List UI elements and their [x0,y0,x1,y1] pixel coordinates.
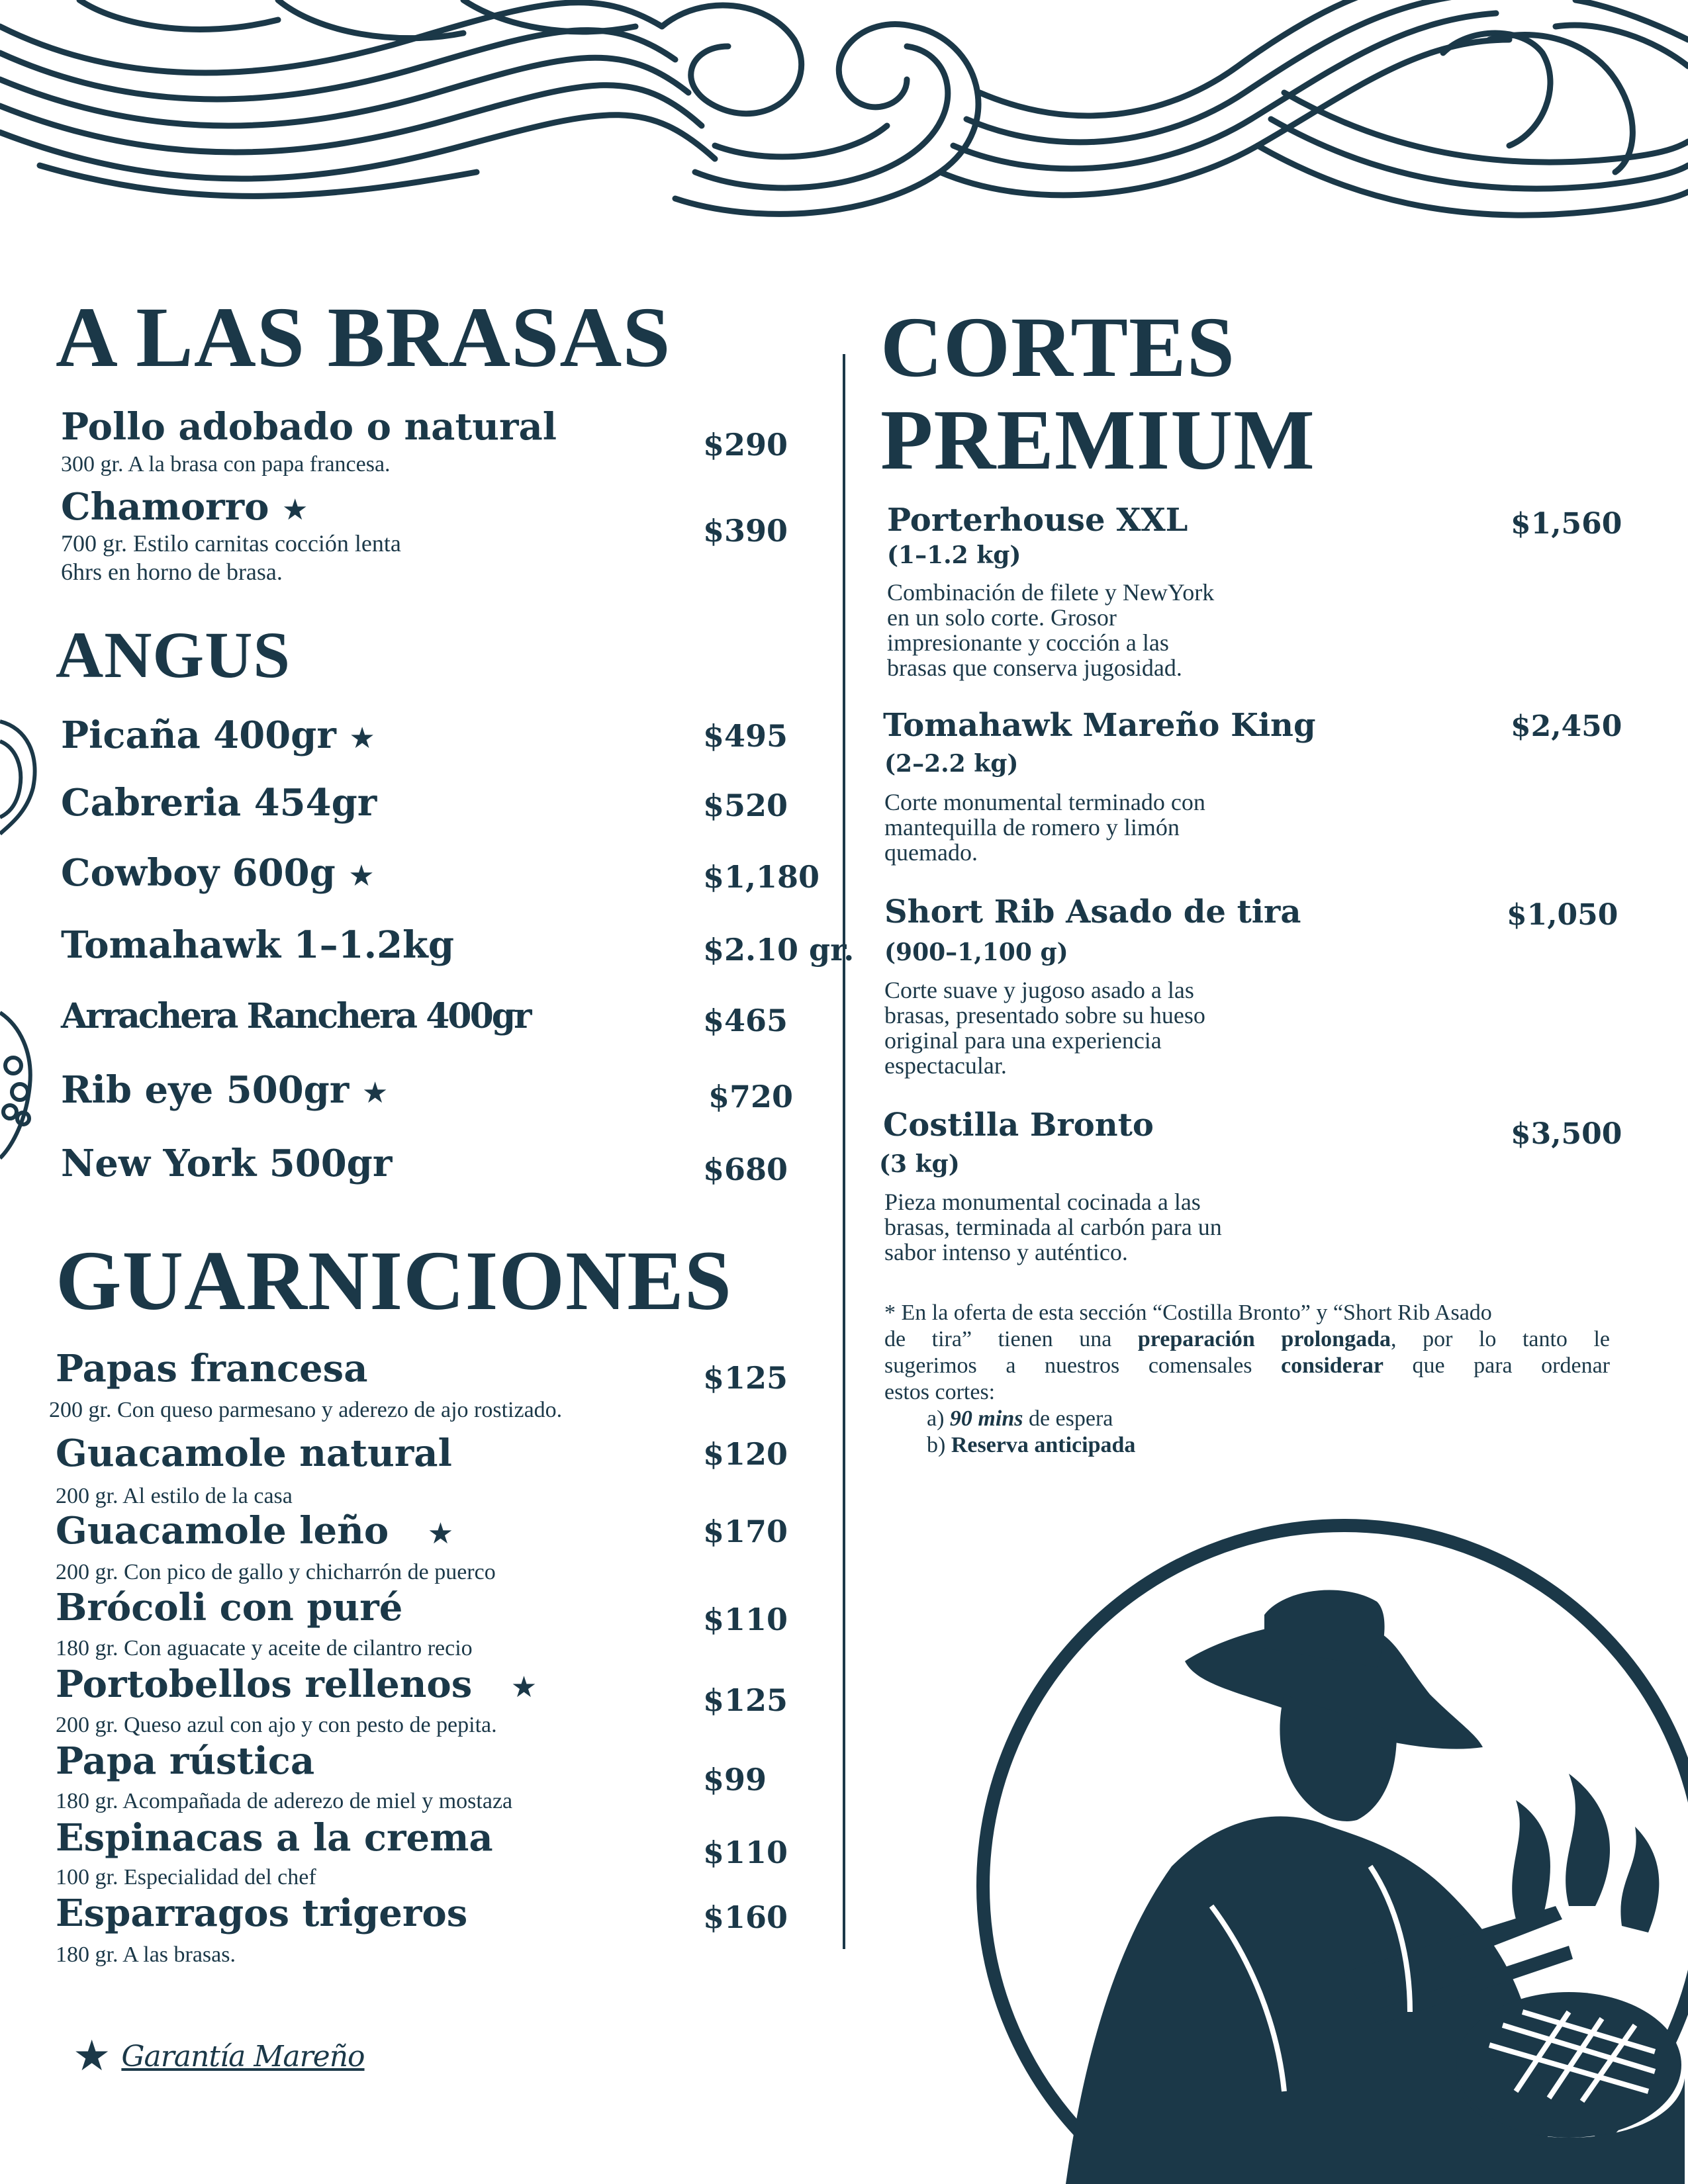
item-name: Esparragos trigeros [56,1891,468,1935]
item-name: Tomahawk 1–1.2kg [61,923,454,967]
item-desc: Corte suave y jugoso asado a las brasas, presentado sobre su hueso original para una experiencia espectacular. [884,977,1205,1079]
star-icon: ★ [349,721,375,755]
item-desc: Corte monumental terminado con mantequilla de romero y limón quemado. [884,789,1205,866]
star-icon: ★ [282,493,308,527]
item-weight: (900–1,100 g) [884,938,1068,966]
section-title-angus: ANGUS [56,618,291,692]
item-weight: (3 kg) [879,1150,960,1178]
item-price: $465 [703,1003,788,1038]
item-name: Short Rib Asado de tira [884,893,1301,931]
star-icon: ★ [427,1517,454,1551]
item-desc: Combinación de filete y NewYork en un solo corte. Grosor impresionante y cocción a las brasas que conserva jugosidad. [887,579,1215,681]
item-name: Guacamole natural [56,1432,452,1475]
section-title-guarniciones: GUARNICIONES [56,1234,732,1328]
wave-ornament [0,0,1688,225]
item-price: $680 [703,1152,788,1187]
item-weight: (2–2.2 kg) [884,750,1019,778]
star-icon: ★ [73,2032,111,2081]
item-name: Arrachera Ranchera 400gr [61,996,530,1036]
item-desc: 180 gr. Acompañada de aderezo de miel y mostaza [56,1789,513,1813]
item-price: $495 [703,718,788,754]
item-name: Costilla Bronto [883,1107,1154,1144]
item-price: $2.10 gr. [703,932,855,968]
item-price: $1,050 [1507,898,1618,932]
section-title-brasas: A LAS BRASAS [56,290,671,385]
item-price: $110 [703,1602,788,1637]
item-name: Rib eye 500gr ★ [61,1068,389,1112]
item-desc: 100 gr. Especialidad del chef [56,1865,316,1889]
item-name: Tomahawk Mareño King [883,707,1316,744]
item-desc: 180 gr. A las brasas. [56,1942,236,1967]
item-name: Pollo adobado o natural [61,405,557,449]
preparation-note: * En la oferta de esta sección “Costilla Bronto” y “Short Rib Asado de tira” tienen una preparación prolongada, por lo tanto le sugerimos a nuestros comensales considerar que para ordenar estos cortes: a) 90 mins de espera b) Reserva anticipada [884,1300,1611,1457]
item-name: Papa rústica [56,1739,315,1783]
item-desc: Pieza monumental cocinada a las brasas, terminada al carbón para un sabor intenso y auténtico. [884,1189,1222,1265]
item-price: $3,500 [1511,1117,1622,1151]
star-icon: ★ [361,1076,389,1110]
item-price: $125 [703,1360,788,1396]
grill-master-emblem [973,1496,1688,2184]
item-weight: (1–1.2 kg) [887,541,1021,569]
item-name: New York 500gr [61,1142,393,1185]
item-price: $290 [703,427,788,463]
item-price: $2,450 [1511,709,1622,743]
item-name: Cabreria 454gr [61,781,377,825]
guarantee-note [73,2032,365,2081]
item-price: $110 [703,1835,788,1870]
item-name: Porterhouse XXL [887,502,1188,539]
item-price: $125 [703,1682,788,1718]
item-price: $160 [703,1899,788,1935]
star-icon: ★ [510,1670,538,1704]
item-price: $170 [703,1514,788,1549]
item-name: Picaña 400gr ★ [61,713,375,757]
item-desc: 200 gr. Queso azul con ajo y con pesto de pepita. [56,1713,497,1737]
item-name: Brócoli con puré [56,1586,403,1629]
side-ornament [0,708,46,1185]
item-name: Espinacas a la crema [56,1816,493,1860]
item-name: Papas francesa [56,1347,368,1390]
item-price: $390 [703,513,788,549]
item-desc: 180 gr. Con aguacate y aceite de cilantro recio [56,1636,473,1661]
item-price: $1,560 [1511,507,1622,541]
guarantee-label: Garantía Mareño [121,2039,365,2073]
item-price: $720 [708,1079,794,1115]
column-divider [843,354,845,1949]
item-name: Portobellos rellenos ★ [56,1662,538,1706]
section-title-cortes: CORTES PREMIUM [880,300,1315,488]
item-price: $1,180 [703,859,820,895]
item-desc: 200 gr. Con queso parmesano y aderezo de ajo rostizado. [49,1398,563,1422]
item-desc: 700 gr. Estilo carnitas cocción lenta [61,530,401,557]
star-icon: ★ [348,859,375,893]
item-price: $120 [703,1436,788,1472]
item-name: Guacamole leño ★ [56,1509,454,1553]
item-name: Cowboy 600g ★ [61,851,375,895]
item-desc: 200 gr. Con pico de gallo y chicharrón de puerco [56,1560,496,1584]
item-desc: 300 gr. A la brasa con papa francesa. [61,452,391,477]
item-desc: 200 gr. Al estilo de la casa [56,1484,293,1508]
item-price: $99 [703,1762,767,1797]
item-name: Chamorro ★ [61,485,308,529]
item-desc: 6hrs en horno de brasa. [61,559,283,585]
item-price: $520 [703,788,788,823]
